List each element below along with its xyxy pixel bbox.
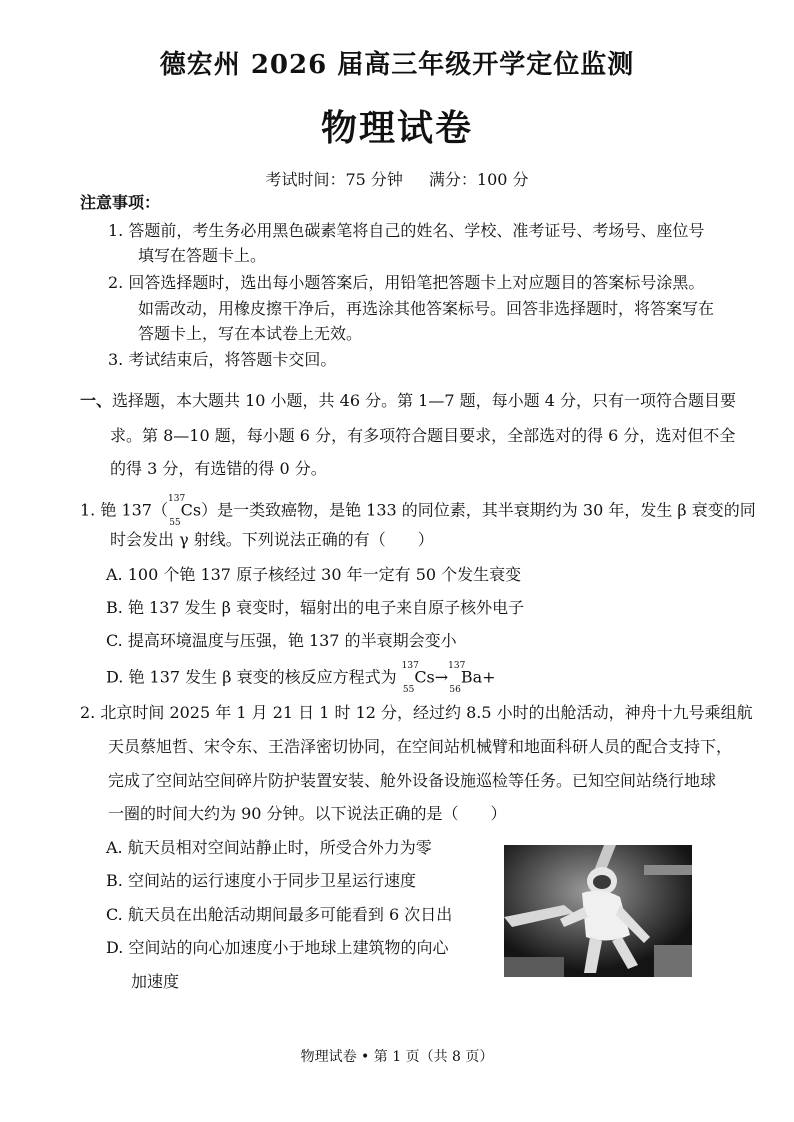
astronaut-photo xyxy=(504,845,692,977)
q2-option-a: A. 航天员相对空间站静止时，所受合外力为零 xyxy=(106,838,432,857)
q1-d-rhs-nuclide: $^{137}_{56}$Ba xyxy=(448,661,483,695)
q2-stem-line-4: 一圈的时间大约为 90 分钟。以下说法正确的是（ ） xyxy=(108,804,507,823)
q1-option-b: B. 铯 137 发生 β 衰变时，辐射出的电子来自原子核外电子 xyxy=(106,598,525,617)
notes-heading: 注意事项： xyxy=(80,193,161,212)
section-1-line-3: 的得 3 分，有选错的得 0 分。 xyxy=(110,459,327,478)
q2-stem-line-1: 2. 北京时间 2025 年 1 月 21 日 1 时 12 分，经过约 8.5 小时的出舱活动，神舟十九号乘组航 xyxy=(80,703,753,722)
page-footer: 物理试卷 • 第 1 页（共 8 页） xyxy=(300,1049,494,1065)
q2-number: 2. xyxy=(80,703,96,722)
note-2-line-3: 答题卡上，写在本试卷上无效。 xyxy=(138,324,363,343)
q2-option-b: B. 空间站的运行速度小于同步卫星运行速度 xyxy=(106,871,416,890)
q2-option-c: C. 航天员在出舱活动期间最多可能看到 6 次日出 xyxy=(106,905,453,924)
q2-option-d-cont: 加速度 xyxy=(131,972,180,991)
exam-time: 考试时间：75 分钟 xyxy=(265,170,403,189)
q1-number: 1. xyxy=(80,500,96,520)
reaction-arrow: → xyxy=(434,667,449,687)
q1-option-c: C. 提高环境温度与压强，铯 137 的半衰期会变小 xyxy=(106,631,457,650)
note-1-line-1: 1. 答题前，考生务必用黑色碳素笔将自己的姓名、学校、准考证号、考场号、座位号 xyxy=(108,221,705,240)
q2-stem-line-2: 天员蔡旭哲、宋令东、王浩泽密切协同，在空间站机械臂和地面科研人员的配合支持下， xyxy=(108,737,733,756)
note-2-line-2: 如需改动，用橡皮擦干净后，再选涂其他答案标号。回答非选择题时，将答案写在 xyxy=(138,299,715,318)
q1-option-a: A. 100 个铯 137 原子核经过 30 年一定有 50 个发生衰变 xyxy=(106,565,522,584)
note-3-line-1: 3. 考试结束后，将答题卡交回。 xyxy=(108,350,337,369)
q1-option-d: D. 铯 137 发生 β 衰变的核反应方程式为 $^{137}_{55}$Cs→$^{137}_{56}$Ba+ xyxy=(106,661,496,695)
q1-stem-line-1: 1. 铯 137（$^{137}_{55}$Cs）是一类致癌物，是铯 133 的同位素，其半衰期约为 30 年，发生 β 衰变的同 xyxy=(80,494,756,528)
q1-d-lhs-nuclide: $^{137}_{55}$Cs xyxy=(401,661,435,695)
note-2-line-1: 2. 回答选择题时，选出每小题答案后，用铅笔把答题卡上对应题目的答案标号涂黑。 xyxy=(108,273,705,292)
section-1-line-2: 求。第 8—10 题，每小题 6 分，有多项符合题目要求，全部选对的得 6 分，选对但不全 xyxy=(110,426,736,445)
q2-stem-line-3: 完成了空间站空间碎片防护装置安装、舱外设备设施巡检等任务。已知空间站绕行地球 xyxy=(108,771,717,790)
note-1-line-2: 填写在答题卡上。 xyxy=(138,246,267,265)
q1-nuclide: $^{137}_{55}$Cs xyxy=(168,494,202,528)
subject-title: 物理试卷 xyxy=(320,107,473,149)
q2-option-d: D. 空间站的向心加速度小于地球上建筑物的向心 xyxy=(106,938,449,957)
q1-stem-line-2: 时会发出 γ 射线。下列说法正确的有（ ） xyxy=(110,530,434,549)
exam-title: 德宏州 2026 届高三年级开学定位监测 xyxy=(159,50,635,80)
exam-meta xyxy=(0,167,794,190)
section-1-line-1: 一、选择题，本大题共 10 小题，共 46 分。第 1—7 题，每小题 4 分，只有一项符合题目要 xyxy=(80,391,736,410)
exam-score: 满分：100 分 xyxy=(428,170,529,189)
